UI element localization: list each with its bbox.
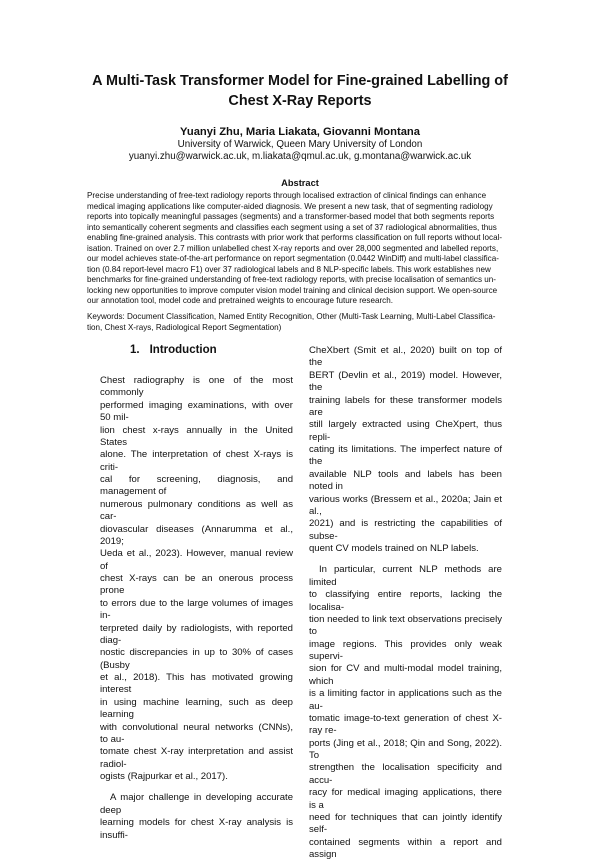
text-line: alone. The interpretation of chest X-rays is criti- — [100, 449, 293, 473]
abstract-line: Precise understanding of free-text radiology reports through localised extraction of clinical findings can enhance — [87, 191, 487, 200]
keywords-line: Keywords: Document Classification, Named Entity Recognition, Other (Multi-Task Learning, Multi-Label Classifica- — [87, 312, 496, 321]
text-line: performed imaging examinations, with over 50 mil- — [100, 399, 293, 424]
text-line: tion needed to link text observations precisely to — [309, 613, 502, 638]
text-line: with convolutional neural networks (CNNs), to au- — [100, 721, 293, 745]
text-line: to classifying entire reports, lacking the localisa- — [309, 589, 502, 613]
title-line: A Multi-Task Transformer Model for Fine-grained Labelling of — [92, 73, 508, 89]
abstract-body — [87, 191, 513, 307]
abstract-line: reports into topically meaningful passages (segments) and a transformer-based model that both segments reports — [87, 212, 495, 222]
text-line: ogists (Rajpurkar et al., 2017). — [100, 771, 228, 782]
paragraph — [100, 375, 293, 783]
text-line: et al., 2018). This has motivated growing interest — [100, 672, 293, 696]
keywords — [87, 312, 513, 333]
author-emails: yuanyi.zhu@warwick.ac.uk, m.liakata@qmul.ac.uk, g.montana@warwick.ac.uk — [128, 151, 472, 162]
paragraph — [100, 792, 293, 842]
text-line: 2021) and is restricting the capabilities of subse- — [309, 518, 502, 542]
text-line: various works (Bressem et al., 2020a; Jain et al., — [309, 493, 502, 517]
text-line: image regions. This provides only weak supervi- — [309, 638, 502, 662]
text-line: racy for medical imaging applications, there is a — [309, 787, 502, 811]
text-line: cating its limitations. The imperfect nature of the — [309, 444, 502, 468]
abstract-line: enabling fine-grained analysis. This contrasts with prior work that performs classification on full reports without local- — [87, 233, 503, 243]
left-column — [100, 375, 293, 842]
text-line: CheXbert (Smit et al., 2020) built on top of the — [309, 345, 502, 369]
text-line: learning models for chest X-ray analysis is insuffi- — [100, 817, 293, 841]
abstract-line: our annotation tool, model code and pretrained weights to encourage future research. — [87, 296, 393, 306]
abstract-heading: Abstract — [281, 178, 319, 188]
author-list: Yuanyi Zhu, Maria Liakata, Giovanni Montana — [180, 126, 420, 138]
abstract-line: tion (0.84 report-level macro F1) over 37 radiological labels and 8 NLP-specific labels. This work establishes new — [87, 264, 491, 274]
text-line: tomatic image-to-text generation of chest X-ray re- — [309, 712, 502, 737]
right-column — [309, 345, 502, 861]
text-line: lion chest x-rays annually in the United States — [100, 424, 293, 448]
text-line: BERT (Devlin et al., 2019) model. However, the — [309, 369, 502, 394]
text-line: numerous pulmonary conditions as well as car- — [100, 498, 293, 523]
text-line: quent CV models trained on NLP labels. — [309, 543, 479, 554]
text-line: still largely extracted using CheXpert, thus repli- — [309, 419, 502, 443]
text-line: need for techniques that can jointly identify self- — [309, 811, 502, 836]
text-line: sion for CV and multi-modal model training, which — [309, 663, 502, 687]
abstract-line: into semantically coherent segments and classifies each segment using a set of 37 radiological abnormalities, thus — [87, 222, 497, 232]
keywords-line: tion, Chest X-rays, Radiological Report Segmentation) — [87, 322, 282, 332]
abstract-line: isation. Trained on over 2.7 million unlabelled chest X-ray reports and over 28,000 segmented and labelled reports, — [87, 243, 499, 253]
abstract-line: medical imaging applications like computer-aided diagnosis. We present a new task, that of segmenting radiology — [87, 201, 493, 211]
text-line: terpreted daily by radiologists, with reported diag- — [100, 622, 293, 646]
text-line: strengthen the localisation specificity and accu- — [309, 762, 502, 786]
text-line: cal for screening, diagnosis, and management of — [100, 474, 293, 498]
paper-title — [60, 71, 540, 111]
text-line: chest X-rays can be an onerous process prone — [100, 573, 293, 597]
paragraph — [309, 345, 502, 555]
text-line: available NLP tools and labels has been noted in — [309, 468, 502, 493]
text-line: is a limiting factor in applications such as the au- — [309, 688, 502, 712]
abstract-line: benchmarks for fine-grained understanding of free-text radiology reports, with precise localisation of semantics un- — [87, 275, 496, 285]
text-line: diovascular diseases (Annarumma et al., 2019; — [100, 523, 293, 547]
text-line: Ueda et al., 2023). However, manual review of — [100, 548, 293, 572]
section-number: 1. — [130, 344, 140, 356]
paragraph — [309, 564, 502, 861]
text-line: in using machine learning, such as deep learning — [100, 696, 293, 721]
section-title: Introduction — [149, 344, 217, 356]
text-line: ports (Jing et al., 2018; Qin and Song, 2022). To — [309, 737, 502, 761]
text-line: In particular, current NLP methods are limited — [309, 564, 502, 588]
title-line: Chest X-Ray Reports — [228, 93, 372, 109]
affiliation: University of Warwick, Queen Mary University of London — [177, 139, 423, 150]
section-heading — [130, 344, 310, 357]
abstract-line: our model achieves state-of-the-art performance on report segmentation (0.0442 WinDiff) and multi-label classifica- — [87, 254, 499, 264]
abstract-line: locking new opportunities to improve computer vision model training and clinical decision support. We open-source — [87, 285, 498, 295]
text-line: Chest radiography is one of the most commonly — [100, 375, 293, 399]
text-line: tomate chest X-ray interpretation and assist radiol- — [100, 746, 293, 770]
text-line: nostic discrepancies in up to 30% of cases (Busby — [100, 647, 293, 671]
text-line: to errors due to the large volumes of images in- — [100, 597, 293, 622]
text-line: A major challenge in developing accurate deep — [100, 792, 293, 816]
text-line: training labels for these transformer models are — [309, 394, 502, 418]
text-line: contained segments within a report and assign — [309, 836, 502, 860]
